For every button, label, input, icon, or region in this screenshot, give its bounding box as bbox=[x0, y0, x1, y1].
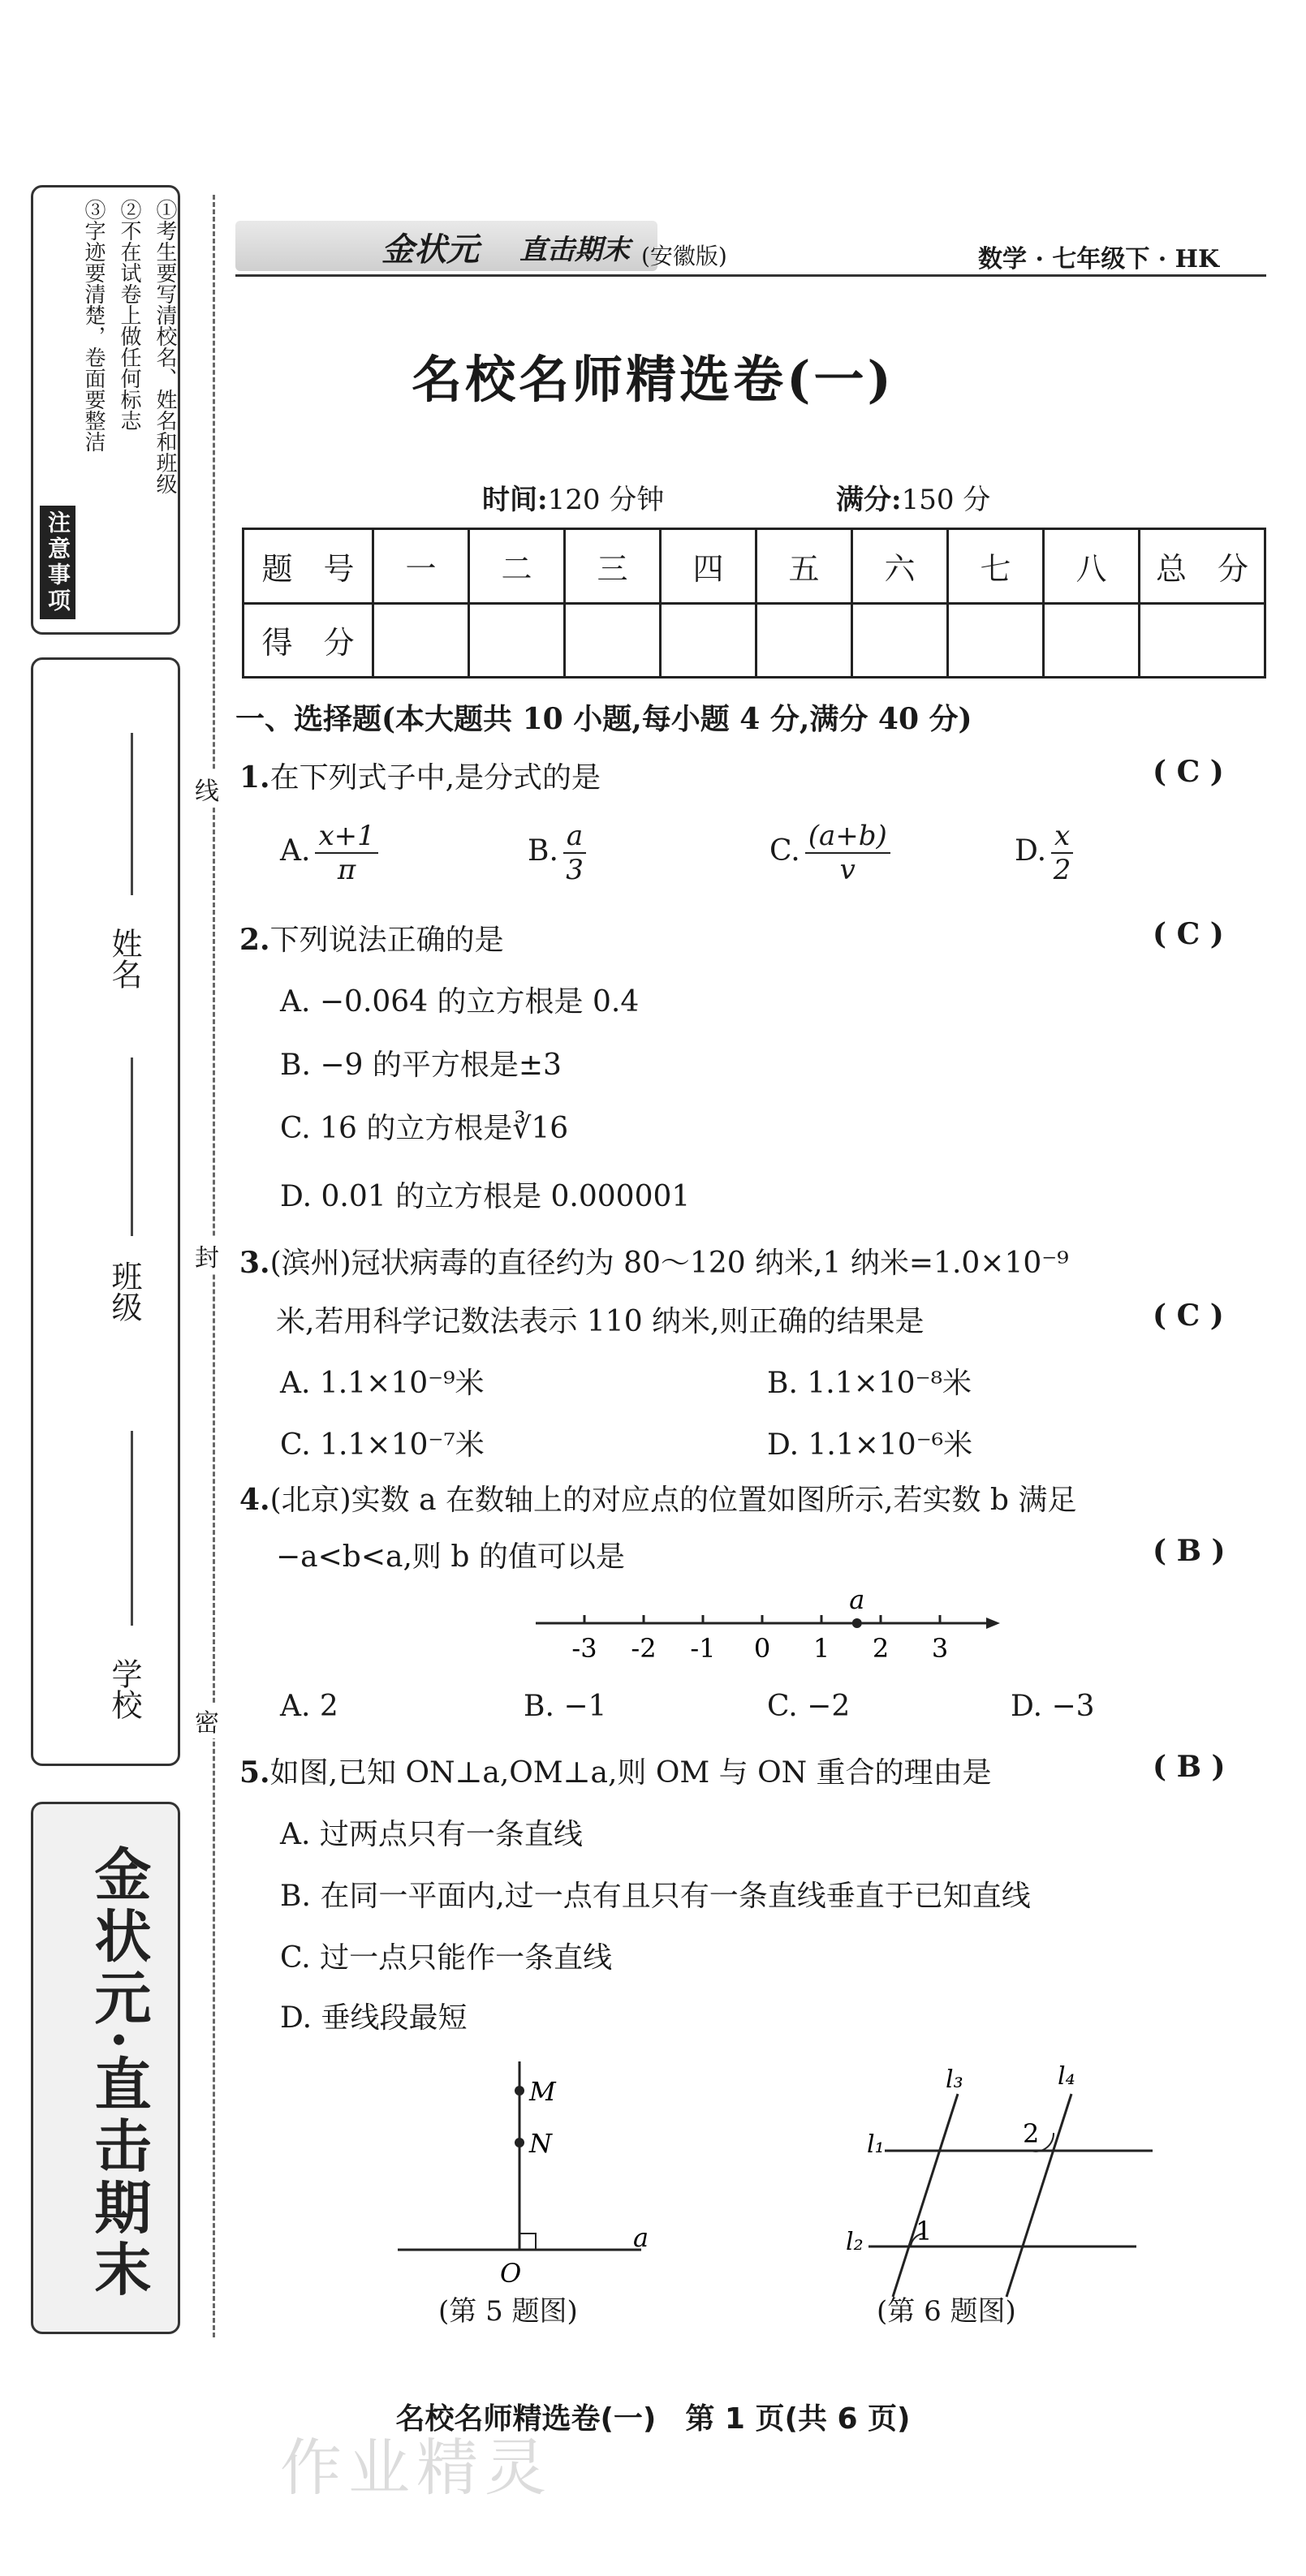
option-label: B. bbox=[528, 834, 558, 868]
question-text: (滨州)冠状病毒的直径约为 80～120 纳米,1 纳米=1.0×10⁻⁹ bbox=[269, 1247, 1069, 1280]
page-footer: 名校名师精选卷(一) 第 1 页(共 6 页) bbox=[395, 2402, 911, 2436]
school-field-label: 学校 bbox=[106, 1658, 142, 1720]
section-heading: 一、选择题(本大题共 10 小题,每小题 4 分,满分 40 分) bbox=[235, 702, 972, 736]
answer-3: ( C ) bbox=[1153, 1299, 1224, 1333]
question-text: 如图,已知 ON⊥a,OM⊥a,则 OM 与 ON 重合的理由是 bbox=[269, 1756, 992, 1790]
class-field-line[interactable] bbox=[131, 1058, 133, 1236]
question-number: 1. bbox=[239, 760, 270, 795]
option-1c bbox=[769, 820, 890, 886]
option-1b bbox=[528, 820, 586, 886]
header-logo-sub: 直击期末 bbox=[519, 234, 630, 266]
score-header-cell: 四 bbox=[661, 529, 756, 604]
option-5b: B. 在同一平面内,过一点有且只有一条直线垂直于已知直线 bbox=[280, 1880, 1031, 1913]
question-text: (北京)实数 a 在数轴上的对应点的位置如图所示,若实数 b 满足 bbox=[269, 1484, 1077, 1517]
point-a-label: a bbox=[849, 1591, 865, 1615]
fraction-numerator: x+1 bbox=[315, 820, 377, 854]
answer-1: ( C ) bbox=[1153, 755, 1224, 789]
score-cell[interactable] bbox=[661, 603, 756, 678]
option-label: A. bbox=[280, 834, 311, 868]
score-cell[interactable] bbox=[373, 603, 469, 678]
cut-mark-seal: 封 bbox=[195, 1238, 219, 1273]
option-1a bbox=[280, 820, 378, 886]
header-rule bbox=[235, 274, 1266, 277]
score-header-cell: 三 bbox=[565, 529, 661, 604]
label-O: O bbox=[500, 2258, 522, 2289]
score-cell[interactable] bbox=[565, 603, 661, 678]
figure-6-caption: (第 6 题图) bbox=[877, 2295, 1016, 2328]
page-title: 名校名师精选卷(一) bbox=[412, 350, 894, 409]
answer-2: ( C ) bbox=[1153, 917, 1224, 951]
score-cell[interactable] bbox=[756, 603, 852, 678]
score-table bbox=[242, 528, 1266, 678]
angle-1-label: 1 bbox=[916, 2216, 933, 2246]
question-5 bbox=[239, 1750, 992, 1791]
question-4-line2: −a<b<a,则 b 的值可以是 bbox=[276, 1540, 625, 1574]
option-4a: A. 2 bbox=[280, 1690, 338, 1723]
school-field-line[interactable] bbox=[131, 1431, 133, 1626]
score-header-cell: 七 bbox=[948, 529, 1044, 604]
label-M: M bbox=[529, 2076, 556, 2107]
header-edition: (安徽版) bbox=[641, 243, 727, 269]
score-cell[interactable] bbox=[948, 603, 1044, 678]
question-number: 3. bbox=[239, 1246, 270, 1280]
score-value: 150 分 bbox=[901, 484, 991, 516]
label-l1: l₁ bbox=[867, 2130, 885, 2159]
notice-rule: ①考生要写清校名、姓名和班级 bbox=[153, 199, 177, 494]
header-subject: 数学 · 七年级下 · HK bbox=[978, 245, 1220, 274]
question-1 bbox=[239, 755, 601, 796]
option-3d: D. 1.1×10⁻⁶米 bbox=[767, 1428, 973, 1462]
fraction-numerator: x bbox=[1051, 820, 1073, 854]
option-3b: B. 1.1×10⁻⁸米 bbox=[767, 1367, 972, 1400]
score-label: 满分: bbox=[836, 484, 902, 516]
score-header-cell: 八 bbox=[1044, 529, 1140, 604]
point-a-dot bbox=[852, 1618, 862, 1628]
fraction-denominator: π bbox=[337, 854, 356, 886]
option-2c: C. 16 的立方根是∛16 bbox=[280, 1112, 569, 1145]
option-4b: B. −1 bbox=[524, 1690, 607, 1723]
label-l3: l₃ bbox=[946, 2066, 963, 2094]
figure-5-caption: (第 5 题图) bbox=[438, 2295, 578, 2328]
score-header-cell: 六 bbox=[852, 529, 948, 604]
option-3c: C. 1.1×10⁻⁷米 bbox=[280, 1428, 485, 1462]
option-1d bbox=[1015, 820, 1073, 886]
option-5c: C. 过一点只能作一条直线 bbox=[280, 1941, 613, 1975]
option-4c: C. −2 bbox=[767, 1690, 851, 1723]
option-4d: D. −3 bbox=[1011, 1690, 1095, 1723]
time-info bbox=[482, 477, 664, 517]
question-number: 4. bbox=[239, 1483, 270, 1517]
name-field-label: 姓名 bbox=[106, 928, 142, 989]
notice-title: 注意事项 bbox=[40, 506, 75, 619]
axis-tick-label: 1 bbox=[812, 1633, 830, 1664]
label-a: a bbox=[633, 2222, 649, 2253]
question-3 bbox=[239, 1240, 1069, 1282]
notice-rule: ③字迹要清楚，卷面要整洁 bbox=[81, 199, 106, 452]
figure-6 bbox=[828, 2061, 1185, 2305]
number-line-figure bbox=[519, 1591, 1006, 1680]
question-number: 2. bbox=[239, 923, 270, 957]
axis-tick-label: -1 bbox=[690, 1633, 716, 1664]
fraction-denominator: 3 bbox=[566, 854, 584, 886]
header-logo: 金状元 bbox=[381, 230, 479, 269]
option-2b: B. −9 的平方根是±3 bbox=[280, 1049, 562, 1082]
fraction-numerator: a bbox=[563, 820, 586, 854]
notice-rule: ②不在试卷上做任何标志 bbox=[117, 199, 141, 431]
question-text: 在下列式子中,是分式的是 bbox=[269, 761, 601, 795]
option-2d: D. 0.01 的立方根是 0.000001 bbox=[280, 1180, 691, 1213]
option-3a: A. 1.1×10⁻⁹米 bbox=[280, 1367, 485, 1400]
question-3-line2: 米,若用科学记数法表示 110 纳米,则正确的结果是 bbox=[276, 1305, 925, 1338]
axis-tick-label: 0 bbox=[753, 1633, 771, 1664]
score-cell[interactable] bbox=[469, 603, 565, 678]
fraction-denominator: v bbox=[839, 854, 856, 886]
cut-mark-secret: 密 bbox=[195, 1703, 219, 1738]
score-header-cell: 一 bbox=[373, 529, 469, 604]
answer-5: ( B ) bbox=[1153, 1750, 1226, 1784]
score-header-cell: 五 bbox=[756, 529, 852, 604]
score-cell[interactable] bbox=[1140, 603, 1265, 678]
brand-logo: 金状元·直击期末 bbox=[85, 1845, 153, 2302]
class-field-label: 班级 bbox=[106, 1260, 142, 1322]
fraction-numerator: (a+b) bbox=[805, 820, 890, 854]
score-header-cell: 题 号 bbox=[244, 529, 373, 604]
question-text: 下列说法正确的是 bbox=[269, 924, 504, 957]
label-N: N bbox=[529, 2128, 552, 2159]
axis-tick-label: 3 bbox=[931, 1633, 949, 1664]
angle-2-label: 2 bbox=[1023, 2118, 1040, 2149]
watermark: 作业精灵 bbox=[280, 2432, 553, 2504]
question-4 bbox=[239, 1477, 1076, 1518]
label-l4: l₄ bbox=[1058, 2062, 1075, 2091]
answer-4: ( B ) bbox=[1153, 1534, 1226, 1568]
option-label: D. bbox=[1015, 834, 1047, 868]
axis-tick-label: -2 bbox=[631, 1633, 657, 1664]
option-5d: D. 垂线段最短 bbox=[280, 2001, 468, 2035]
score-header-cell: 总 分 bbox=[1140, 529, 1265, 604]
axis-tick-label: 2 bbox=[872, 1633, 890, 1664]
option-label: C. bbox=[769, 834, 800, 868]
time-value: 120 分钟 bbox=[547, 484, 665, 516]
label-l2: l₂ bbox=[846, 2228, 864, 2256]
score-info bbox=[836, 477, 990, 517]
score-cell[interactable] bbox=[1044, 603, 1140, 678]
fraction-denominator: 2 bbox=[1053, 854, 1071, 886]
score-cell[interactable] bbox=[852, 603, 948, 678]
score-row-label: 得 分 bbox=[244, 603, 373, 678]
option-5a: A. 过两点只有一条直线 bbox=[280, 1818, 583, 1851]
name-field-line[interactable] bbox=[131, 733, 133, 895]
student-info-box bbox=[31, 657, 180, 1766]
time-label: 时间: bbox=[482, 484, 548, 516]
score-header-cell: 二 bbox=[469, 529, 565, 604]
option-2a: A. −0.064 的立方根是 0.4 bbox=[280, 985, 640, 1019]
question-number: 5. bbox=[239, 1755, 270, 1790]
question-2 bbox=[239, 917, 504, 958]
cut-mark-line: 线 bbox=[195, 771, 219, 807]
axis-tick-label: -3 bbox=[571, 1633, 597, 1664]
brand-box bbox=[31, 1802, 180, 2334]
